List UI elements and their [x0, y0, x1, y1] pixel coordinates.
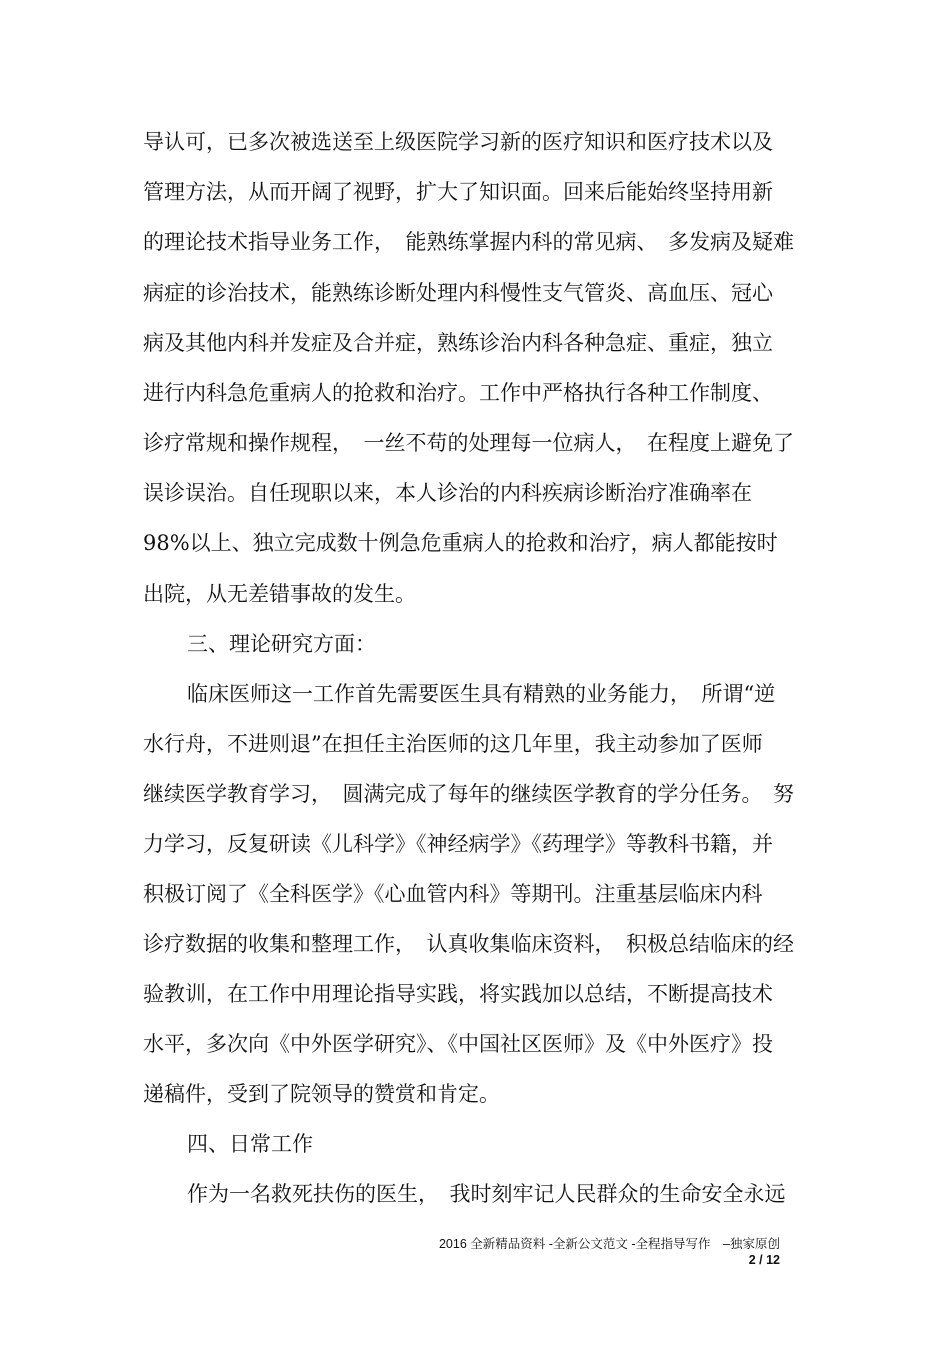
body-line: 管理方法，从而开阔了视野，扩大了知识面。回来后能始终坚持用新 — [143, 180, 773, 204]
page-number: 2 / 12 — [748, 1253, 780, 1267]
body-line: 的理论技术指导业务工作， 能熟练掌握内科的常见病、 多发病及疑难 — [143, 230, 794, 254]
body-line: 出院，从无差错事故的发生。 — [143, 582, 416, 606]
page-footer: 2016 全新精品资料 -全新公文范文 -全程指导写作 –独家原创 — [438, 1237, 780, 1251]
body-line: 病症的诊治技术，能熟练诊断处理内科慢性支气管炎、高血压、冠心 — [143, 281, 773, 305]
body-line: 继续医学教育学习， 圆满完成了每年的继续医学教育的学分任务。 努 — [143, 782, 794, 806]
body-line: 病及其他内科并发症及合并症，熟练诊治内科各种急症、重症，独立 — [143, 331, 773, 355]
body-line: 临床医师这一工作首先需要医生具有精熟的业务能力， 所谓“逆 — [187, 682, 776, 706]
body-line: 水平，多次向《中外医学研究》、《中国社区医师》及《中外医疗》投 — [143, 1032, 773, 1056]
section-heading: 三、理论研究方面： — [187, 632, 376, 656]
body-line: 诊疗常规和操作规程， 一丝不苟的处理每一位病人， 在程度上避免了 — [143, 431, 794, 455]
body-line: 作为一名救死扶伤的医生， 我时刻牢记人民群众的生命安全永远 — [187, 1182, 786, 1206]
body-line: 水行舟，不进则退”在担任主治医师的这几年里，我主动参加了医师 — [143, 732, 763, 756]
body-line: 进行内科急危重病人的抢救和治疗。工作中严格执行各种工作制度、 — [143, 381, 773, 405]
body-line: 积极订阅了《全科医学》《心血管内科》等期刊。注重基层临床内科 — [143, 882, 763, 906]
body-line: 诊疗数据的收集和整理工作， 认真收集临床资料， 积极总结临床的经 — [143, 932, 794, 956]
body-line: 递稿件，受到了院领导的赞赏和肯定。 — [143, 1082, 500, 1106]
body-line: 验教训，在工作中用理论指导实践，将实践加以总结，不断提高技术 — [143, 982, 773, 1006]
body-line: 力学习，反复研读《儿科学》《神经病学》《药理学》等教科书籍，并 — [143, 832, 773, 856]
section-heading: 四、日常工作 — [187, 1132, 313, 1156]
body-line: 98%以上、独立完成数十例急危重病人的抢救和治疗，病人都能按时 — [143, 531, 778, 555]
body-line: 误诊误治。自任现职以来，本人诊治的内科疾病诊断治疗准确率在 — [143, 481, 752, 505]
body-line: 导认可，已多次被选送至上级医院学习新的医疗知识和医疗技术以及 — [143, 130, 773, 154]
